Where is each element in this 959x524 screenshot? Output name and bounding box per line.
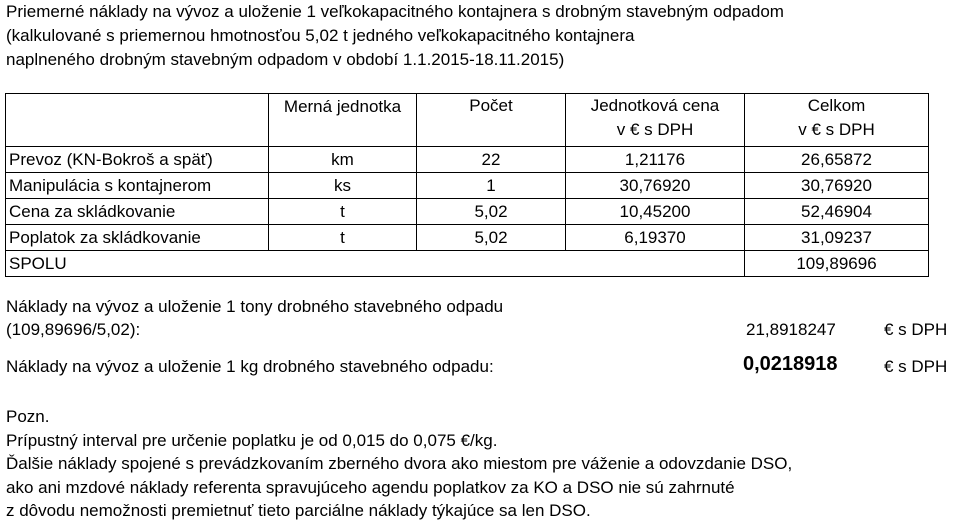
per-ton-value: 21,8918247 [746,320,836,339]
note-line: ako ani mzdové náklady referenta spravujúceho agendu poplatkov za KO a DSO nie sú zahrnuté [6,477,735,497]
row-unit-price: 30,76920 [566,173,745,199]
header-unit-price-line1: Jednotková cena [590,96,720,115]
row-total: 31,09237 [745,225,929,251]
total-label: SPOLU [6,251,745,277]
total-value: 109,89696 [745,251,929,277]
header-total-line1: Celkom [807,96,866,115]
header-count: Počet [417,94,566,147]
document-heading [6,0,946,72]
row-unit: ks [269,173,417,199]
note-line: Ďalšie náklady spojené s prevádzkovaním zberného dvora ako miestom pre váženie a odovzdanie DSO, [6,454,793,473]
row-unit: t [269,225,417,251]
heading-line: naplneného drobným stavebným odpadom v období 1.1.2015-18.11.2015) [6,50,565,69]
table-row [6,225,929,251]
header-unit-price-line2: v € s DPH [616,120,694,139]
row-total: 52,46904 [745,199,929,225]
row-unit: t [269,199,417,225]
row-total: 30,76920 [745,173,929,199]
note-line: Prípustný interval pre určenie poplatku je od 0,015 do 0,075 €/kg. [6,430,498,450]
row-unit-price: 1,21176 [566,147,745,173]
per-kg-unit: € s DPH [884,357,948,376]
heading-line: (kalkulované s priemernou hmotnosťou 5,02 t jedného veľkokapacitného kontajnera [6,26,635,45]
per-ton-label-line1: Náklady na vývoz a uloženie 1 tony drobného stavebného odpadu [6,297,504,316]
header-unit-price [566,94,745,147]
row-count: 5,02 [417,199,566,225]
row-count: 1 [417,173,566,199]
table-total-row [6,251,929,277]
per-ton-label-line2: (109,89696/5,02): [6,320,141,339]
header-item-empty [6,94,269,147]
header-total-line2: v € s DPH [798,120,875,139]
row-item: Manipulácia s kontajnerom [6,173,269,199]
row-count: 5,02 [417,225,566,251]
row-unit: km [269,147,417,173]
header-unit: Merná jednotka [269,94,417,147]
row-total: 26,65872 [745,147,929,173]
per-ton-unit: € s DPH [884,320,948,339]
note-line: Pozn. [6,407,50,426]
row-count: 22 [417,147,566,173]
table-header-row [6,94,929,147]
table-row [6,147,929,173]
header-total [745,94,929,147]
row-unit-price: 10,45200 [566,199,745,225]
per-kg-value: 0,0218918 [743,353,838,375]
note-line: z dôvodu nemožnosti premietnuť tieto parciálne náklady týkajúce sa len DSO. [6,501,591,520]
cost-table [5,93,929,277]
row-unit-price: 6,19370 [566,225,745,251]
notes [6,405,792,523]
table-row [6,173,929,199]
row-item: Prevoz (KN-Bokroš a späť) [6,147,269,173]
row-item: Cena za skládkovanie [6,199,269,225]
per-kg-label: Náklady na vývoz a uloženie 1 kg drobného stavebného odpadu: [6,357,494,376]
heading-line: Priemerné náklady na vývoz a uloženie 1 veľkokapacitného kontajnera s drobným stavebným odpadom [6,2,784,21]
table-row [6,199,929,225]
row-item: Poplatok za skládkovanie [6,225,269,251]
